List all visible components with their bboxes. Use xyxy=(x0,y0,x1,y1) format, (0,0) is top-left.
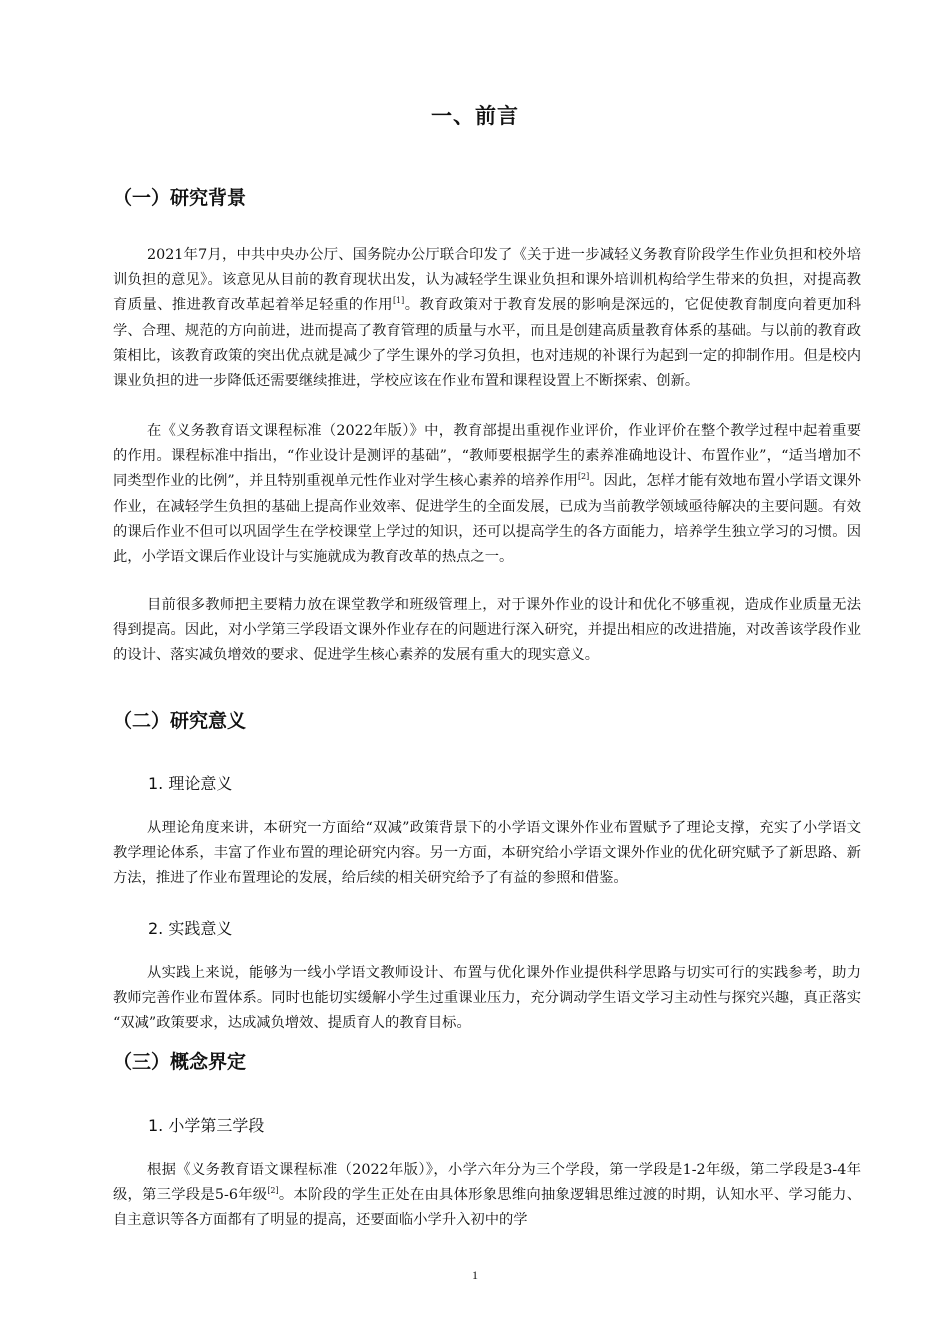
subsection-heading-theory: 1. 理论意义 xyxy=(148,774,233,793)
subsection-heading-practice: 2. 实践意义 xyxy=(148,919,233,938)
paragraph-text: 。本阶段的学生正处在由具体形象思维向抽象逻辑思维过渡的时期，认知水平、学习能力、自主意识等各方面都有了明显的提高，还要面临小学升入初中的学 xyxy=(113,1187,861,1229)
paragraph-text: 在《义务教育语文课程标准（2022年版）》中，教育部提出重视作业评价，作业评价在整个教学过程中起着重要的作用。课程标准中指出，“作业设计是测评的基础”，“教师要根据学生的素养准确地设计、布置作业”，“适当增加不同类型作业的比例”，并且特别重视单元性作业对学生核心素养的培养作用 xyxy=(113,423,861,490)
citation-ref: [2] xyxy=(267,1186,279,1196)
paragraph-text: 。因此，怎样才能有效地布置小学语文课外作业，在减轻学生负担的基础上提高作业效率、促进学生的全面发展，已成为当前教学领域亟待解决的主要问题。有效的课后作业不但可以巩固学生在学校课堂上学过的知识，还可以提高学生的各方面能力，培养学生独立学习的习惯。因此，小学语文课后作业设计与实施就成为教育改革的热点之一。 xyxy=(113,473,861,566)
paragraph-text: 2021年7月，中共中央办公厅、国务院办公厅联合印发了《关于进一步减轻义务教育阶段学生作业负担和校外培训负担的意见》。该意见从目前的教育现状出发，认为减轻学生课业负担和课外培训机构给学生带来的负担，对提高教育质量、推进教育改革起着举足轻重的作用 xyxy=(113,247,861,314)
citation-ref: [1] xyxy=(392,296,405,306)
paragraph-background-1 xyxy=(113,243,861,394)
paragraph-theory: 从理论角度来讲，本研究一方面给“双减”政策背景下的小学语文课外作业布置赋予了理论支撑，充实了小学语文教学理论体系，丰富了作业布置的理论研究内容。另一方面，本研究给小学语文课外作业的优化研究赋予了新思路、新方法，推进了作业布置理论的发展，给后续的相关研究给予了有益的参照和借鉴。 xyxy=(113,820,861,887)
section-heading-significance: （二）研究意义 xyxy=(113,710,247,732)
paragraph-text: 。教育政策对于教育发展的影响是深远的，它促使教育制度向着更加科学、合理、规范的方向前进，进而提高了教育管理的质量与水平，而且是创建高质量教育体系的基础。与以前的教育政策相比，该教育政策的突出优点就是减少了学生课外的学习负担，也对违规的补课行为起到一定的抑制作用。但是校内课业负担的进一步降低还需要继续推进，学校应该在作业布置和课程设置上不断探索、创新。 xyxy=(113,297,862,390)
section-heading-definitions: （三）概念界定 xyxy=(113,1051,247,1073)
paragraph-background-3: 目前很多教师把主要精力放在课堂教学和班级管理上，对于课外作业的设计和优化不够重视，造成作业质量无法得到提高。因此，对小学第三学段语文课外作业存在的问题进行深入研究，并提出相应的改进措施，对改善该学段作业的设计、落实减负增效的要求、促进学生核心素养的发展有重大的现实意义。 xyxy=(113,597,861,664)
paragraph-practice: 从实践上来说，能够为一线小学语文教师设计、布置与优化课外作业提供科学思路与切实可行的实践参考，助力教师完善作业布置体系。同时也能切实缓解小学生过重课业压力，充分调动学生语文学习主动性与探究兴趣，真正落实 “双减”政策要求，达成减负增效、提质育人的教育目标。 xyxy=(113,965,861,1032)
subsection-heading-stage-three: 1. 小学第三学段 xyxy=(148,1116,265,1135)
paragraph-stage-three xyxy=(113,1158,861,1234)
page-title: 一、前言 xyxy=(431,104,519,128)
citation-ref: [2] xyxy=(577,472,590,482)
paragraph-text: 根据《义务教育语文课程标准（2022年版）》，小学六年分为三个学段，第一学段是1-2年级，第二学段是3-4年级，第三学段是5-6年级 xyxy=(113,1162,861,1204)
paragraph-background-2 xyxy=(113,419,861,570)
page-number: 1 xyxy=(472,1268,478,1282)
section-heading-background: （一）研究背景 xyxy=(113,187,247,209)
